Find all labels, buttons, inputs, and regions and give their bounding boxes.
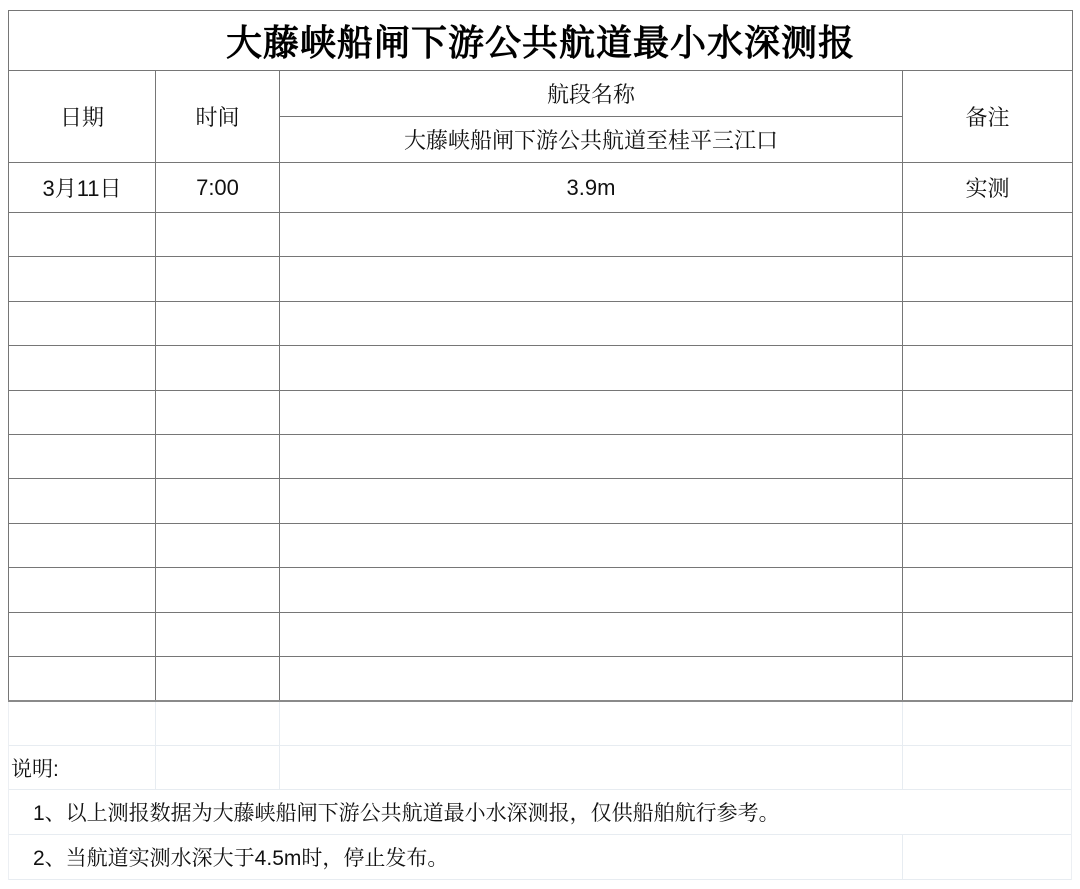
table-cell	[280, 213, 903, 257]
empty-row	[9, 568, 1073, 612]
header-row-top	[9, 71, 1073, 117]
table-cell	[9, 656, 156, 700]
header-section-name: 大藤峡船闸下游公共航道至桂平三江口	[280, 117, 903, 163]
table-cell	[9, 523, 156, 567]
note-1-text: 1、以上测报数据为大藤峡船闸下游公共航道最小水深测报，仅供船舶航行参考。	[33, 802, 780, 825]
table-cell	[280, 479, 903, 523]
spacer-cell	[156, 702, 280, 745]
table-cell	[156, 612, 280, 656]
table-cell	[156, 257, 280, 301]
table-cell	[903, 434, 1073, 478]
table-cell	[903, 346, 1073, 390]
header-date: 日期	[9, 71, 156, 163]
table-cell	[156, 346, 280, 390]
table-cell	[156, 523, 280, 567]
table-cell: 7:00	[156, 163, 280, 213]
table-cell	[903, 523, 1073, 567]
table-cell	[903, 656, 1073, 700]
spacer-cell	[903, 835, 1071, 879]
table-cell	[156, 656, 280, 700]
empty-row	[9, 390, 1073, 434]
table-cell	[156, 434, 280, 478]
table-cell	[156, 213, 280, 257]
note-row-1	[9, 790, 1071, 835]
empty-row	[9, 479, 1073, 523]
spacer-cell	[280, 702, 903, 745]
spacer-row	[9, 702, 1071, 746]
title-row	[9, 11, 1073, 71]
table-cell: 3.9m	[280, 163, 903, 213]
table-cell	[9, 612, 156, 656]
spacer-cell	[156, 746, 280, 789]
table-cell	[903, 257, 1073, 301]
empty-row	[9, 346, 1073, 390]
table-cell	[9, 568, 156, 612]
table-cell	[280, 568, 903, 612]
empty-row	[9, 656, 1073, 700]
table-cell	[903, 568, 1073, 612]
header-section-group: 航段名称	[280, 71, 903, 117]
depth-report-table	[8, 10, 1073, 702]
table-cell	[280, 434, 903, 478]
table-cell	[903, 301, 1073, 345]
table-cell	[903, 390, 1073, 434]
spacer-cell	[903, 746, 1071, 789]
page-title: 大藤峡船闸下游公共航道最小水深测报	[9, 11, 1073, 71]
empty-row	[9, 301, 1073, 345]
spacer-cell	[280, 746, 903, 789]
spacer-cell	[9, 702, 156, 745]
table-cell	[280, 523, 903, 567]
table-cell	[156, 301, 280, 345]
table-cell	[9, 301, 156, 345]
table-cell: 3月11日	[9, 163, 156, 213]
empty-row	[9, 612, 1073, 656]
header-remark: 备注	[903, 71, 1073, 163]
table-cell	[903, 612, 1073, 656]
table-cell	[156, 390, 280, 434]
notes-label: 说明:	[9, 746, 156, 789]
spacer-cell	[903, 702, 1071, 745]
table-cell	[280, 346, 903, 390]
table-cell	[156, 479, 280, 523]
table-cell	[156, 568, 280, 612]
empty-row	[9, 523, 1073, 567]
empty-row	[9, 434, 1073, 478]
table-cell	[9, 346, 156, 390]
table-cell	[9, 434, 156, 478]
table-cell	[280, 656, 903, 700]
table-cell: 实测	[903, 163, 1073, 213]
header-time: 时间	[156, 71, 280, 163]
note-2-text: 2、当航道实测水深大于4.5m时，停止发布。	[33, 847, 449, 870]
table-cell	[280, 390, 903, 434]
empty-row	[9, 213, 1073, 257]
empty-row	[9, 257, 1073, 301]
table-cell	[280, 301, 903, 345]
table-cell	[903, 213, 1073, 257]
table-cell	[9, 213, 156, 257]
table-cell	[280, 257, 903, 301]
note-row-2	[9, 835, 1071, 880]
notes-label-row	[9, 746, 1071, 790]
data-row	[9, 163, 1073, 213]
table-cell	[9, 479, 156, 523]
table-cell	[9, 257, 156, 301]
notes-section	[8, 702, 1072, 880]
table-cell	[9, 390, 156, 434]
table-cell	[280, 612, 903, 656]
table-body	[9, 11, 1073, 701]
table-cell	[903, 479, 1073, 523]
